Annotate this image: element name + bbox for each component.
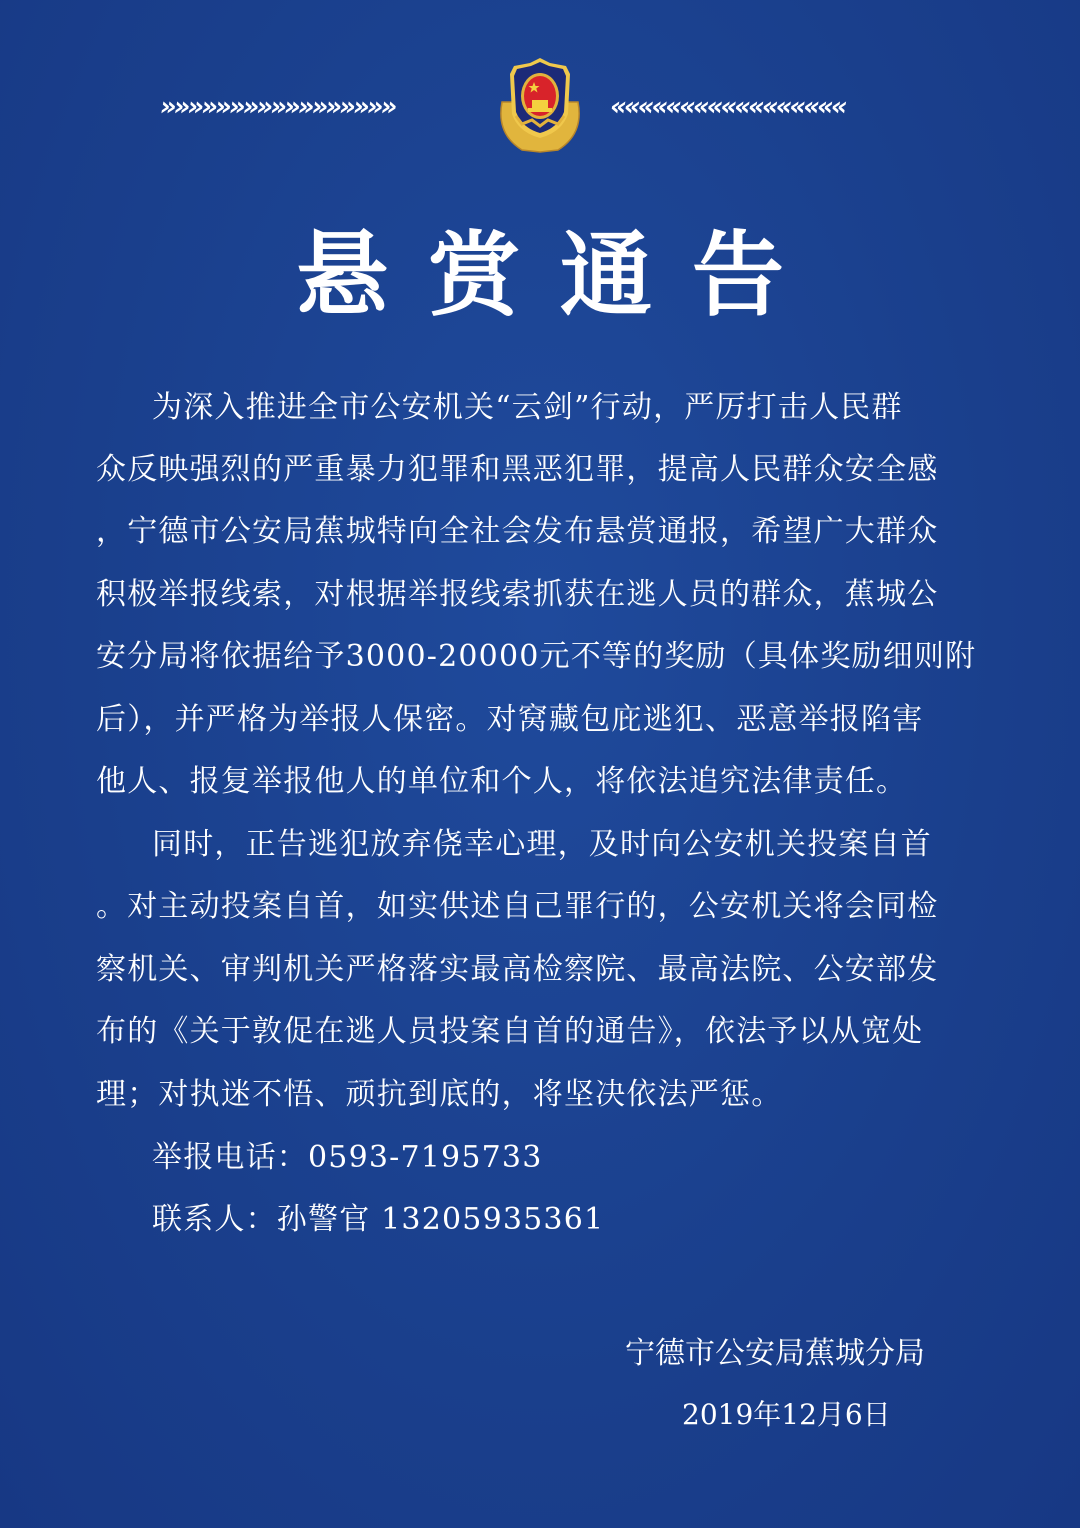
body-line: ，宁德市公安局蕉城特向全社会发布悬赏通报，希望广大群众 [96, 514, 939, 549]
body-line: 众反映强烈的严重暴力犯罪和黑恶犯罪，提高人民群众安全感 [96, 452, 939, 487]
body-line: 。对主动投案自首，如实供述自己罪行的，公安机关将会同检 [96, 889, 939, 924]
body-line: 察机关、审判机关严格落实最高检察院、最高法院、公安部发 [96, 952, 939, 987]
body-line: 布的《关于敦促在逃人员投案自首的通告》，依法予以从宽处 [96, 1014, 924, 1049]
body-line: 理；对执迷不悟、顽抗到底的，将坚决依法严惩。 [96, 1077, 783, 1112]
page-title: 悬赏通告 [295, 222, 824, 329]
chevron-left-decoration: ««««««««««««««««« [607, 92, 848, 122]
issue-date: 2019年12月6日 [682, 1398, 891, 1431]
body-line: 同时，正告逃犯放弃侥幸心理，及时向公安机关投案自首 [152, 827, 932, 862]
contact-person: 联系人：孙警官 13205935361 [152, 1202, 605, 1237]
body-line: 为深入推进全市公安机关“云剑”行动，严厉打击人民群 [152, 390, 903, 425]
report-phone: 举报电话：0593-7195733 [152, 1140, 543, 1175]
body-line: 他人、报复举报他人的单位和个人，将依法追究法律责任。 [96, 764, 908, 799]
issuer-signature: 宁德市公安局蕉城分局 [625, 1336, 925, 1371]
police-badge-icon [492, 54, 588, 154]
body-line: 后），并严格为举报人保密。对窝藏包庇逃犯、恶意举报陷害 [96, 702, 924, 737]
chevron-right-decoration: »»»»»»»»»»»»»»»»» [157, 92, 398, 122]
body-line: 积极举报线索，对根据举报线索抓获在逃人员的群众，蕉城公 [96, 577, 939, 612]
body-line: 安分局将依据给予3000-20000元不等的奖励（具体奖励细则附 [96, 639, 977, 674]
